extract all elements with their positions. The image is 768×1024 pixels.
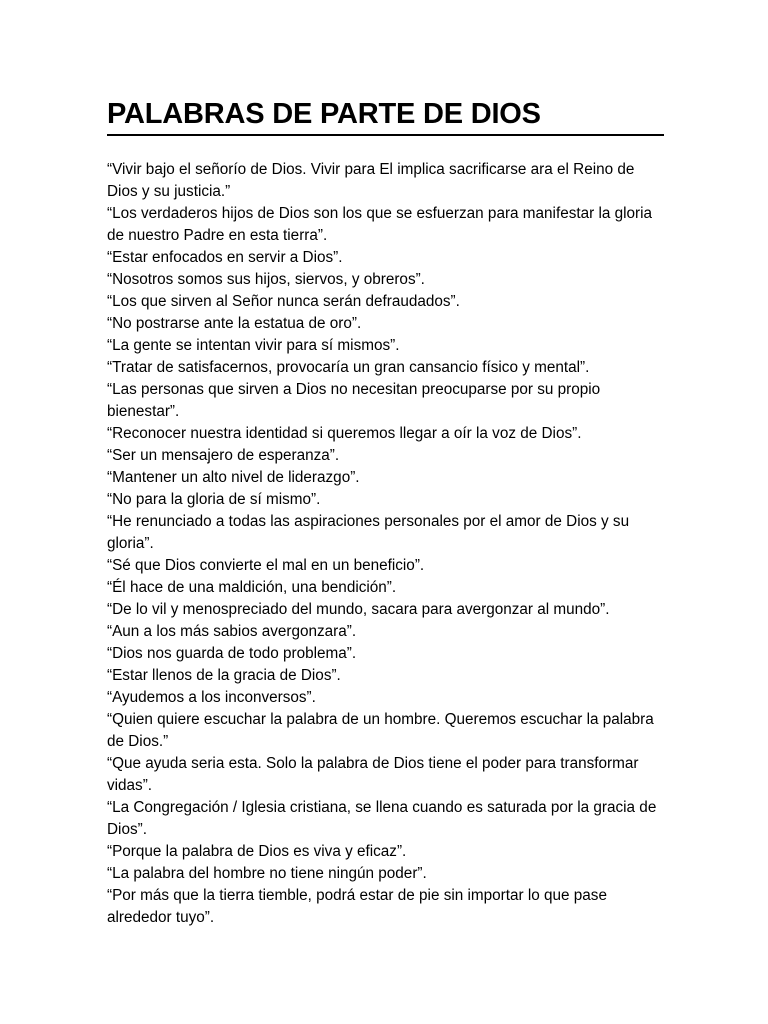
page-title: PALABRAS DE PARTE DE DIOS xyxy=(107,98,541,130)
quote-item: “Sé que Dios convierte el mal en un beneficio”. xyxy=(107,557,425,574)
quote-item: “La palabra del hombre no tiene ningún poder”. xyxy=(107,865,427,882)
quote-item: “Mantener un alto nivel de liderazgo”. xyxy=(107,469,360,486)
quote-item: “Nosotros somos sus hijos, siervos, y obreros”. xyxy=(107,271,425,288)
quote-item: “La gente se intentan vivir para sí mismos”. xyxy=(107,337,400,354)
quote-item: “He renunciado a todas las aspiraciones personales por el amor de Dios y su gloria”. xyxy=(107,513,630,552)
quote-item: “Estar llenos de la gracia de Dios”. xyxy=(107,667,341,684)
quote-item: “Estar enfocados en servir a Dios”. xyxy=(107,249,343,266)
quote-item: “Los que sirven al Señor nunca serán defraudados”. xyxy=(107,293,460,310)
quote-item: “Que ayuda seria esta. Solo la palabra de Dios tiene el poder para transformar vidas”. xyxy=(107,755,639,794)
quote-item: “No para la gloria de sí mismo”. xyxy=(107,491,321,508)
quote-item: “Dios nos guarda de todo problema”. xyxy=(107,645,357,662)
quote-item: “Él hace de una maldición, una bendición”. xyxy=(107,579,397,596)
quote-item: “Por más que la tierra tiemble, podrá estar de pie sin importar lo que pase alrededor tuyo”. xyxy=(107,887,607,926)
quote-item: “Las personas que sirven a Dios no necesitan preocuparse por su propio bienestar”. xyxy=(107,381,601,420)
quote-item: “Reconocer nuestra identidad si queremos llegar a oír la voz de Dios”. xyxy=(107,425,582,442)
quote-item: “No postrarse ante la estatua de oro”. xyxy=(107,315,362,332)
quote-item: “Aun a los más sabios avergonzara”. xyxy=(107,623,357,640)
quote-item: “La Congregación / Iglesia cristiana, se llena cuando es saturada por la gracia de Dios”. xyxy=(107,799,657,838)
title-underline xyxy=(107,134,664,136)
quote-item: “Porque la palabra de Dios es viva y eficaz”. xyxy=(107,843,407,860)
quote-item: “Ayudemos a los inconversos”. xyxy=(107,689,316,706)
quote-list xyxy=(107,159,662,929)
quote-item: “Ser un mensajero de esperanza”. xyxy=(107,447,340,464)
quote-item: “Los verdaderos hijos de Dios son los que se esfuerzan para manifestar la gloria de nuestro Padre en esta tierra”. xyxy=(107,205,653,244)
quote-item: “De lo vil y menospreciado del mundo, sacara para avergonzar al mundo”. xyxy=(107,601,610,618)
quote-item: “Tratar de satisfacernos, provocaría un gran cansancio físico y mental”. xyxy=(107,359,590,376)
quote-item: “Quien quiere escuchar la palabra de un hombre. Queremos escuchar la palabra de Dios.” xyxy=(107,711,654,750)
quote-item: “Vivir bajo el señorío de Dios. Vivir para El implica sacrificarse ara el Reino de Dios y su justicia.” xyxy=(107,161,635,200)
